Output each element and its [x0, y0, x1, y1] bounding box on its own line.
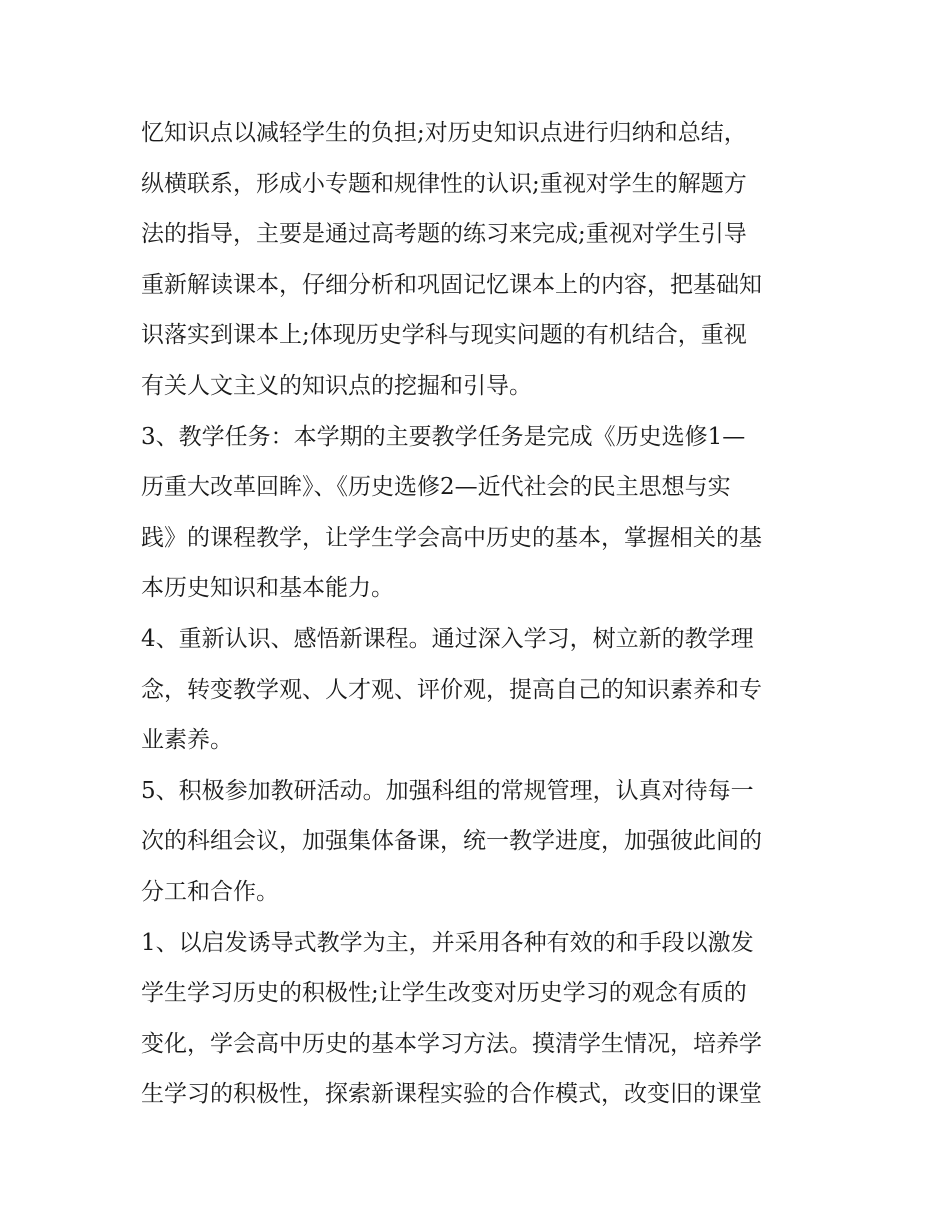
text-line: 分工和合作。: [141, 878, 279, 905]
paragraph-new-curriculum: [141, 614, 816, 766]
paragraph-study-methods: [141, 108, 816, 412]
text-line: 有关人文主义的知识点的挖掘和引导。: [141, 372, 532, 399]
text-line: 变化，学会高中历史的基本学习方法。摸清学生情况，培养学: [141, 1030, 762, 1057]
text-line: 历重大改革回眸》、《历史选修2—近代社会的民主思想与实: [141, 474, 731, 501]
text-line: 学生学习历史的积极性;让学生改变对历史学习的观念有质的: [141, 980, 747, 1007]
text-line: 念，转变教学观、人才观、评价观，提高自己的知识素养和专: [141, 676, 762, 703]
text-line: 法的指导，主要是通过高考题的练习来完成;重视对学生引导: [141, 221, 747, 248]
text-line: 纵横联系，形成小专题和规律性的认识;重视对学生的解题方: [141, 170, 747, 197]
text-line: 识落实到课本上;体现历史学科与现实问题的有机结合，重视: [141, 322, 747, 349]
document-body: [141, 108, 816, 1120]
text-line: 业素养。: [141, 727, 233, 754]
text-line: 次的科组会议，加强集体备课，统一教学进度，加强彼此间的: [141, 828, 762, 855]
paragraph-teaching-tasks: [141, 412, 816, 614]
paragraph-research-activities: [141, 766, 816, 918]
paragraph-teaching-approach: [141, 918, 816, 1120]
text-line: 重新解读课本，仔细分析和巩固记忆课本上的内容，把基础知: [141, 271, 762, 298]
text-line: 忆知识点以减轻学生的负担;对历史知识点进行归纳和总结，: [141, 120, 747, 146]
text-line: 5、积极参加教研活动。加强科组的常规管理，认真对待每一: [141, 777, 754, 804]
text-line: 生学习的积极性，探索新课程实验的合作模式，改变旧的课堂: [141, 1081, 762, 1108]
text-line: 3、教学任务：本学期的主要教学任务是完成《历史选修1—: [141, 423, 746, 450]
text-line: 本历史知识和基本能力。: [141, 575, 394, 602]
text-line: 4、重新认识、感悟新课程。通过深入学习，树立新的教学理: [141, 625, 754, 652]
text-line: 1、以启发诱导式教学为主，并采用各种有效的和手段以激发: [141, 929, 754, 956]
text-line: 践》的课程教学，让学生学会高中历史的基本，掌握相关的基: [141, 524, 762, 551]
